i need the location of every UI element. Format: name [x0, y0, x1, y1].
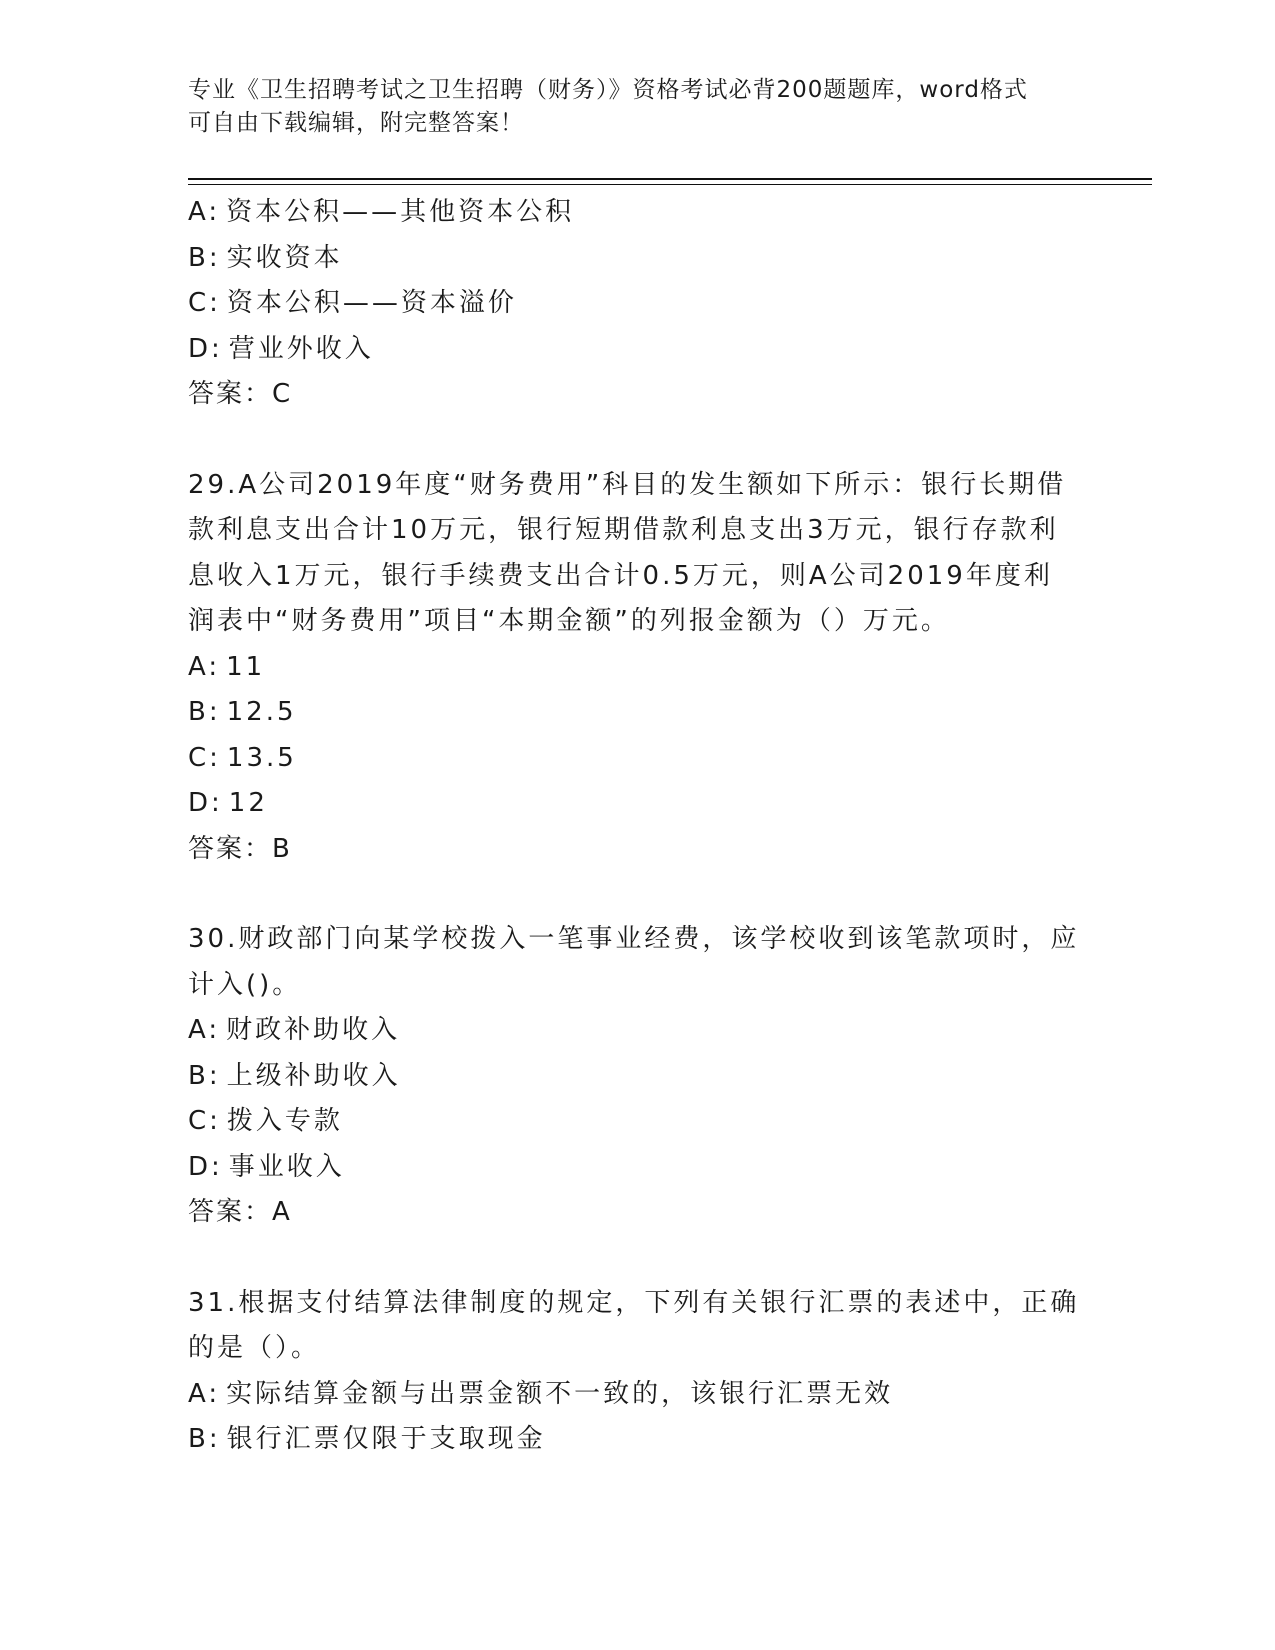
document-header: [188, 74, 1068, 140]
option-text: 上级补助收入: [226, 1060, 401, 1091]
option-a: [188, 1008, 1088, 1054]
option-text: 11: [226, 651, 266, 682]
option-b: [188, 690, 1088, 736]
answer-line: 答案：B: [188, 833, 292, 864]
question-stem-line: 的是（）。: [188, 1333, 321, 1363]
option-b: [188, 1417, 1088, 1463]
option-key: A:: [188, 651, 221, 682]
header-title-line-2: 可自由下载编辑，附完整答案！: [188, 110, 524, 136]
answer-line: 答案：C: [188, 379, 293, 409]
option-key: A:: [188, 1378, 221, 1409]
option-c: [188, 736, 1088, 782]
option-c: [188, 1099, 1088, 1145]
question-stem-line: 31.根据支付结算法律制度的规定，下列有关银行汇票的表述中，正确: [188, 1287, 1080, 1318]
option-d: [188, 1145, 1088, 1191]
question-30: [188, 917, 1088, 1236]
option-d: [188, 327, 1088, 373]
option-text: 实收资本: [226, 242, 343, 273]
question-stem-line: 30.财政部门向某学校拨入一笔事业经费，该学校收到该笔款项时，应: [188, 924, 1080, 954]
option-text: 13.5: [226, 742, 297, 773]
option-b: [188, 1054, 1088, 1100]
option-key: D:: [188, 333, 223, 364]
option-key: B:: [188, 242, 221, 273]
answer-line: 答案：A: [188, 1197, 292, 1227]
option-text: 银行汇票仅限于支取现金: [226, 1424, 546, 1454]
option-key: C:: [188, 288, 221, 318]
option-key: A:: [188, 197, 221, 227]
option-text: 拨入专款: [226, 1106, 343, 1136]
option-text: 财政补助收入: [226, 1015, 401, 1045]
option-key: D:: [188, 1151, 223, 1182]
question-31: [188, 1281, 1088, 1463]
question-stem-line: 润表中“财务费用”项目“本期金额”的列报金额为（）万元。: [188, 606, 950, 636]
question-28-continued: [188, 190, 1088, 418]
option-text: 12.5: [226, 697, 297, 727]
question-stem-line: 29.A公司2019年度“财务费用”科目的发生额如下所示：银行长期借: [188, 469, 1067, 500]
option-b: [188, 236, 1088, 282]
option-key: C:: [188, 1106, 221, 1136]
header-title-line-1: 专业《卫生招聘考试之卫生招聘（财务）》资格考试必背200题题库，word格式: [188, 77, 1028, 103]
option-a: [188, 190, 1088, 236]
question-29: [188, 463, 1088, 873]
option-key: D:: [188, 788, 223, 818]
option-key: B:: [188, 1060, 221, 1091]
option-text: 实际结算金额与出票金额不一致的，该银行汇票无效: [226, 1378, 894, 1409]
option-text: 资本公积——其他资本公积: [226, 197, 575, 227]
option-text: 事业收入: [228, 1151, 345, 1182]
option-d: [188, 781, 1088, 827]
header-divider: [188, 178, 1152, 185]
option-a: [188, 1372, 1088, 1418]
option-text: 12: [228, 788, 268, 818]
option-key: B:: [188, 697, 221, 727]
question-stem-line: 息收入1万元，银行手续费支出合计0.5万元，则A公司2019年度利: [188, 560, 1053, 591]
option-key: B:: [188, 1424, 221, 1454]
document-body: [188, 190, 1088, 1463]
option-text: 资本公积——资本溢价: [226, 288, 517, 318]
option-a: [188, 645, 1088, 691]
option-key: C:: [188, 742, 221, 773]
question-stem-line: 款利息支出合计10万元，银行短期借款利息支出3万元，银行存款利: [188, 515, 1059, 545]
question-stem-line: 计入()。: [188, 969, 302, 1000]
option-c: [188, 281, 1088, 327]
option-text: 营业外收入: [228, 333, 374, 364]
option-key: A:: [188, 1015, 221, 1045]
